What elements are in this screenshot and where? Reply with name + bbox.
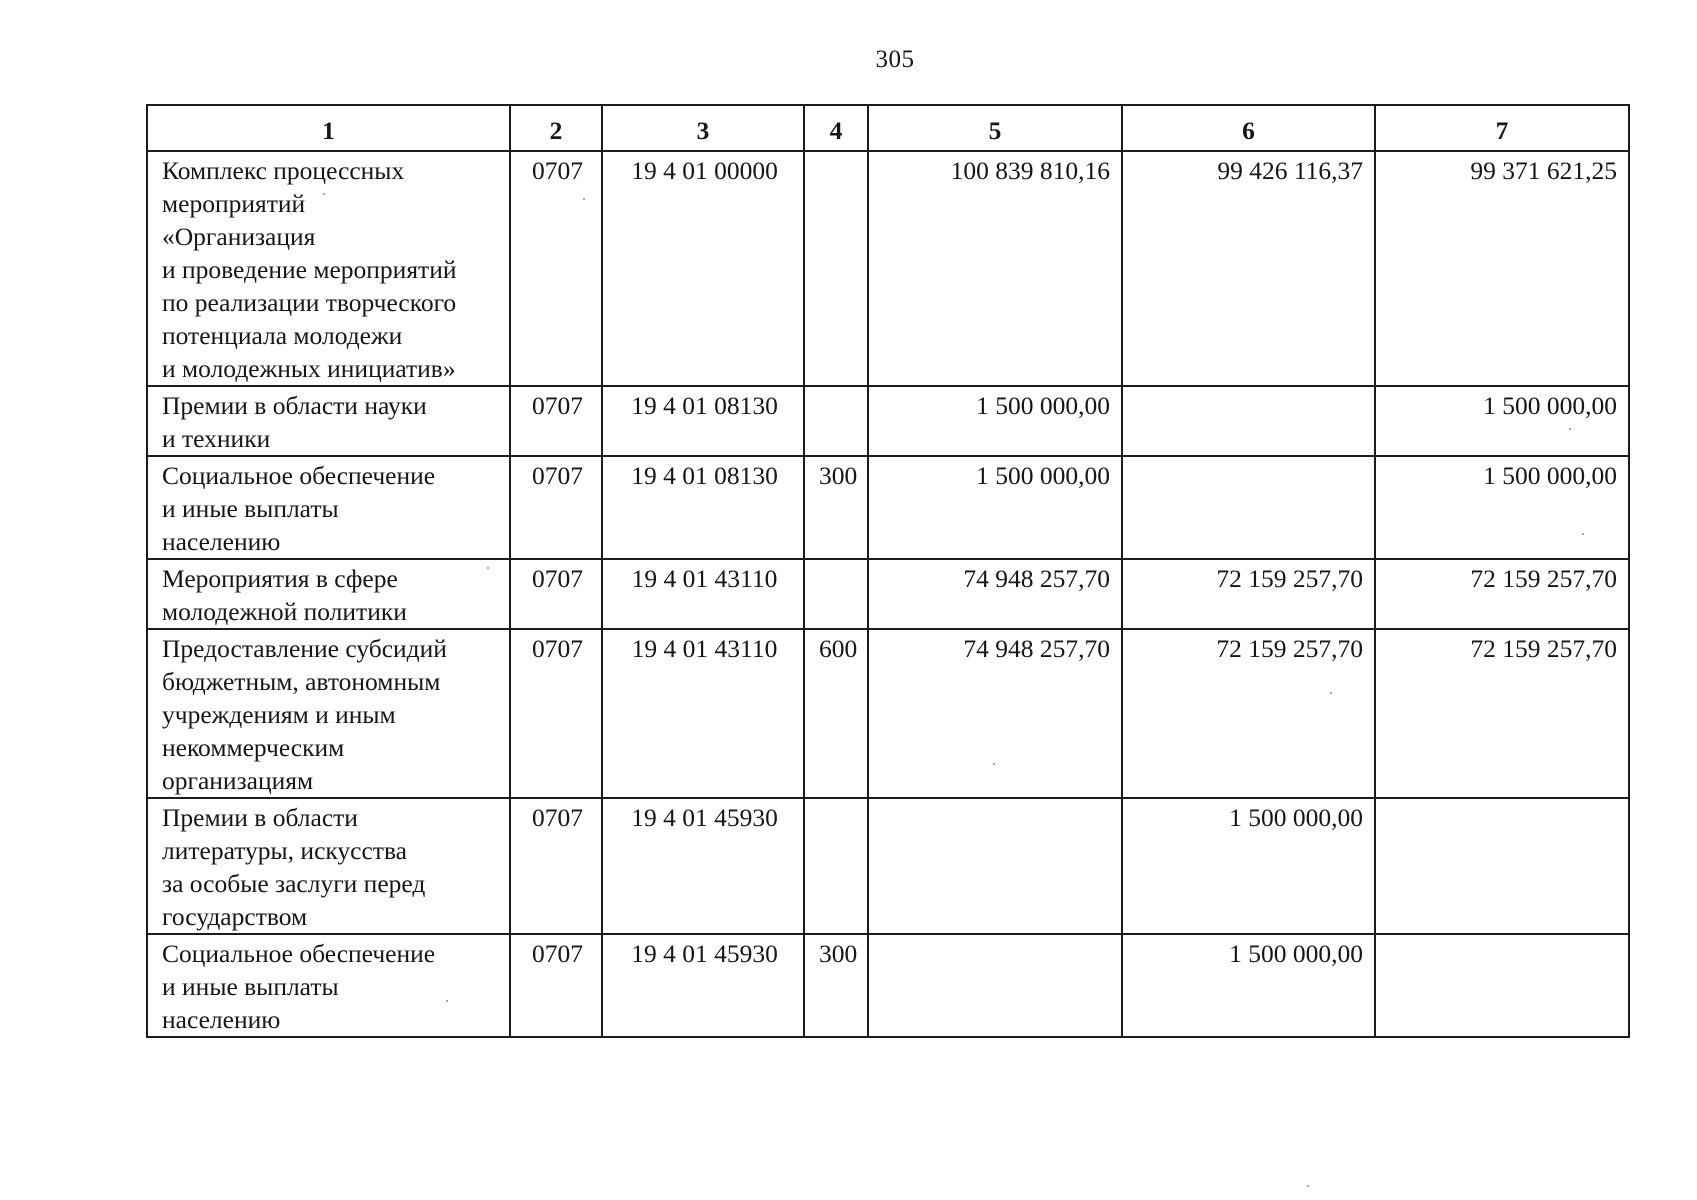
section-code-cell: 0707 bbox=[510, 386, 602, 456]
item-name-cell: Премии в области литературы, искусства за особые заслуги перед государством bbox=[147, 798, 510, 934]
table-row bbox=[147, 151, 1629, 386]
amount-column-5-cell bbox=[868, 798, 1122, 934]
section-code-cell: 0707 bbox=[510, 798, 602, 934]
item-name-cell: Социальное обеспечение и иные выплаты населению bbox=[147, 456, 510, 559]
column-header: 2 bbox=[510, 105, 602, 151]
scan-speck bbox=[1330, 692, 1332, 694]
table-row bbox=[147, 934, 1629, 1037]
scan-speck bbox=[323, 193, 325, 195]
amount-column-6-cell: 1 500 000,00 bbox=[1122, 934, 1375, 1037]
scan-speck bbox=[993, 763, 995, 765]
target-article-cell: 19 4 01 08130 bbox=[602, 386, 804, 456]
scan-speck bbox=[446, 1000, 448, 1002]
expense-type-cell: 300 bbox=[804, 934, 868, 1037]
amount-column-7-cell: 1 500 000,00 bbox=[1375, 386, 1629, 456]
amount-column-6-cell: 72 159 257,70 bbox=[1122, 629, 1375, 798]
expense-type-cell bbox=[804, 798, 868, 934]
budget-table bbox=[146, 104, 1630, 1038]
item-name-cell: Социальное обеспечение и иные выплаты населению bbox=[147, 934, 510, 1037]
expense-type-cell bbox=[804, 386, 868, 456]
item-name-cell: Предоставление субсидий бюджетным, автономным учреждениям и иным некоммерческим организациям bbox=[147, 629, 510, 798]
target-article-cell: 19 4 01 43110 bbox=[602, 629, 804, 798]
amount-column-5-cell: 1 500 000,00 bbox=[868, 456, 1122, 559]
column-header: 5 bbox=[868, 105, 1122, 151]
table-row bbox=[147, 456, 1629, 559]
amount-column-5-cell: 74 948 257,70 bbox=[868, 629, 1122, 798]
column-header: 3 bbox=[602, 105, 804, 151]
amount-column-6-cell bbox=[1122, 386, 1375, 456]
target-article-cell: 19 4 01 45930 bbox=[602, 934, 804, 1037]
amount-column-5-cell bbox=[868, 934, 1122, 1037]
section-code-cell: 0707 bbox=[510, 456, 602, 559]
scan-speck bbox=[487, 567, 489, 569]
amount-column-5-cell: 1 500 000,00 bbox=[868, 386, 1122, 456]
amount-column-7-cell: 72 159 257,70 bbox=[1375, 559, 1629, 629]
item-name-cell: Премии в области науки и техники bbox=[147, 386, 510, 456]
table-header-row bbox=[147, 105, 1629, 151]
item-name-cell: Мероприятия в сфере молодежной политики bbox=[147, 559, 510, 629]
section-code-cell: 0707 bbox=[510, 934, 602, 1037]
target-article-cell: 19 4 01 00000 bbox=[602, 151, 804, 386]
amount-column-6-cell: 1 500 000,00 bbox=[1122, 798, 1375, 934]
target-article-cell: 19 4 01 08130 bbox=[602, 456, 804, 559]
target-article-cell: 19 4 01 45930 bbox=[602, 798, 804, 934]
column-header: 7 bbox=[1375, 105, 1629, 151]
amount-column-7-cell: 99 371 621,25 bbox=[1375, 151, 1629, 386]
column-header: 1 bbox=[147, 105, 510, 151]
column-header: 4 bbox=[804, 105, 868, 151]
amount-column-5-cell: 74 948 257,70 bbox=[868, 559, 1122, 629]
amount-column-7-cell bbox=[1375, 798, 1629, 934]
section-code-cell: 0707 bbox=[510, 629, 602, 798]
table-row bbox=[147, 629, 1629, 798]
scan-speck bbox=[1569, 428, 1571, 430]
amount-column-7-cell: 1 500 000,00 bbox=[1375, 456, 1629, 559]
amount-column-7-cell bbox=[1375, 934, 1629, 1037]
item-name-cell: Комплекс процессных мероприятий «Организация и проведение мероприятий по реализации творческого потенциала молодежи и молодежных инициатив» bbox=[147, 151, 510, 386]
table-row bbox=[147, 798, 1629, 934]
expense-type-cell: 300 bbox=[804, 456, 868, 559]
expense-type-cell bbox=[804, 151, 868, 386]
page-number: 305 bbox=[875, 46, 915, 73]
amount-column-7-cell: 72 159 257,70 bbox=[1375, 629, 1629, 798]
amount-column-5-cell: 100 839 810,16 bbox=[868, 151, 1122, 386]
expense-type-cell: 600 bbox=[804, 629, 868, 798]
scan-speck bbox=[1307, 1185, 1309, 1187]
table-body bbox=[147, 151, 1629, 1037]
table-row bbox=[147, 386, 1629, 456]
scan-speck bbox=[1582, 533, 1584, 535]
expense-type-cell bbox=[804, 559, 868, 629]
table-row bbox=[147, 559, 1629, 629]
amount-column-6-cell: 99 426 116,37 bbox=[1122, 151, 1375, 386]
scan-speck bbox=[583, 198, 585, 200]
amount-column-6-cell: 72 159 257,70 bbox=[1122, 559, 1375, 629]
amount-column-6-cell bbox=[1122, 456, 1375, 559]
column-header: 6 bbox=[1122, 105, 1375, 151]
section-code-cell: 0707 bbox=[510, 151, 602, 386]
section-code-cell: 0707 bbox=[510, 559, 602, 629]
target-article-cell: 19 4 01 43110 bbox=[602, 559, 804, 629]
